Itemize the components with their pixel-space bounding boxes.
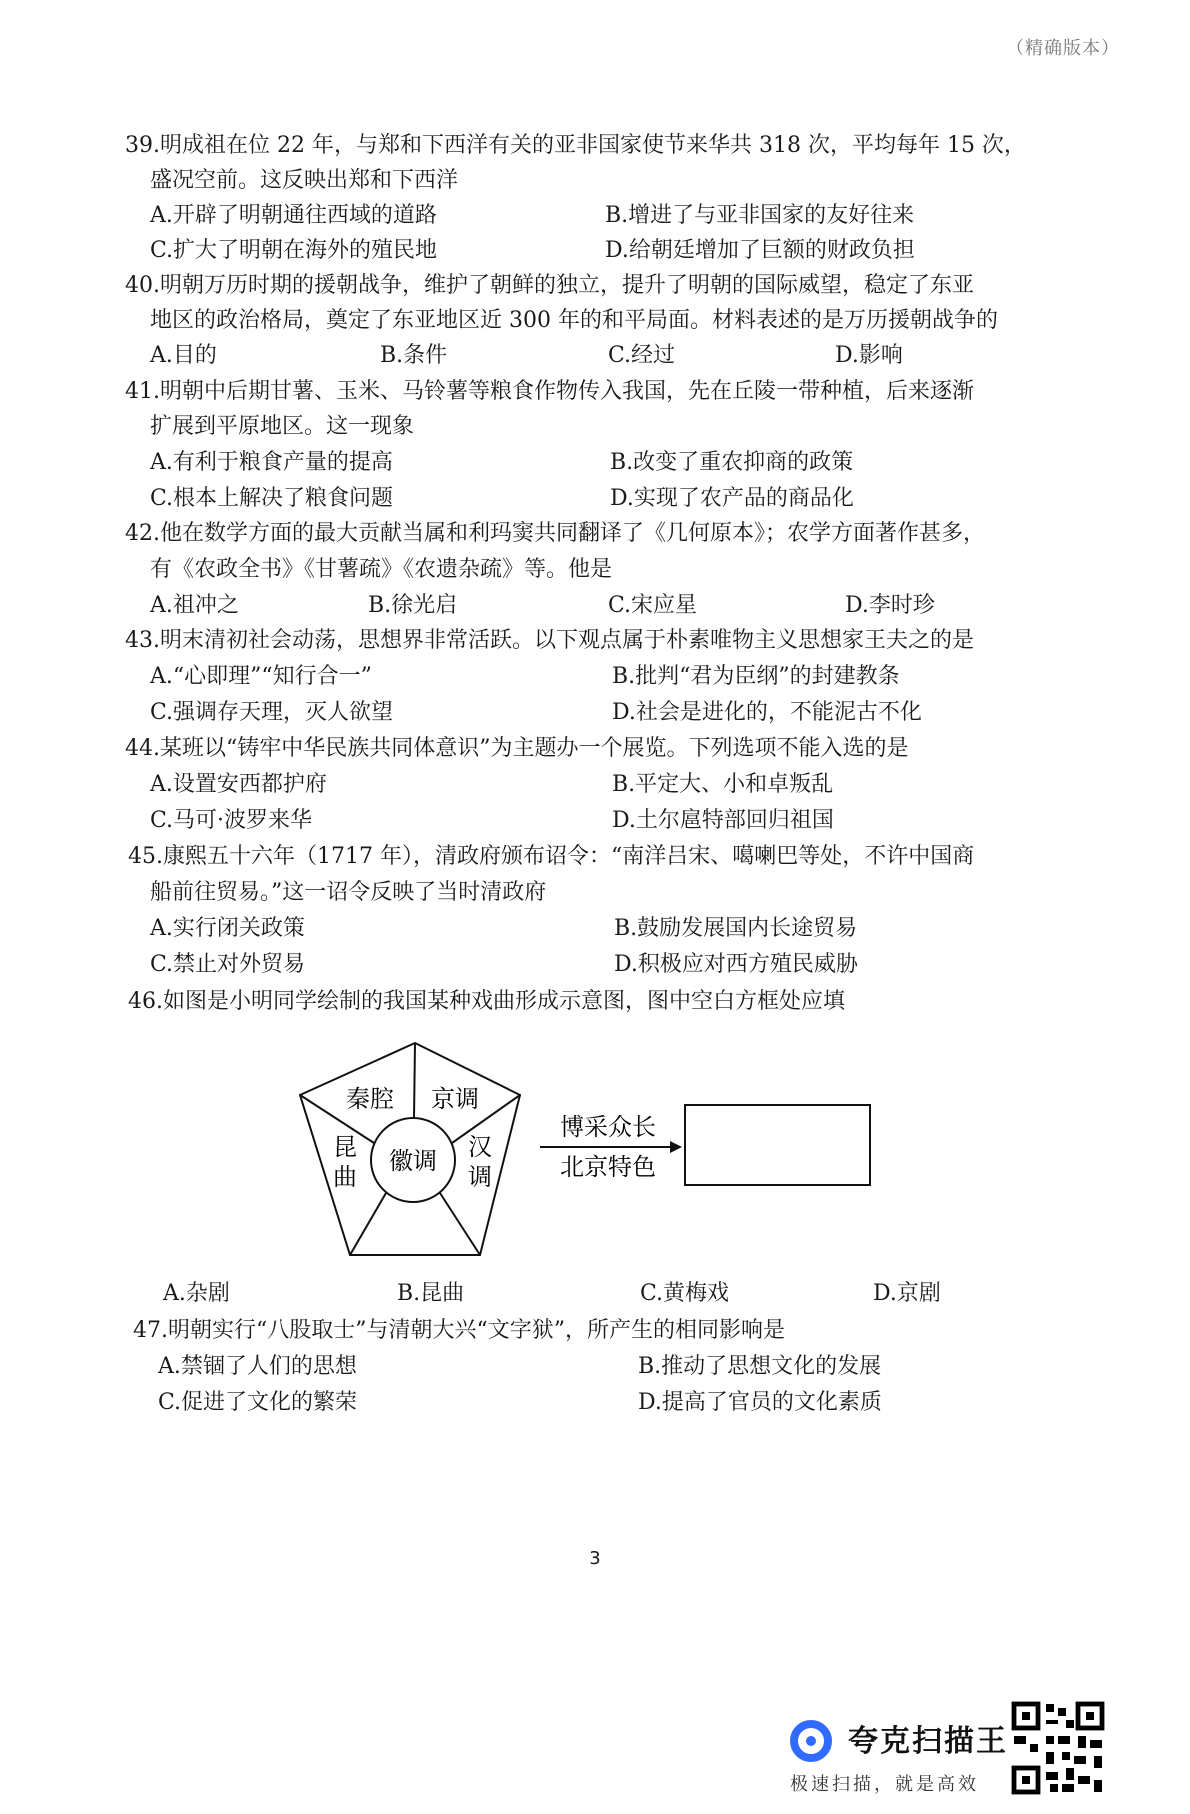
question-39-line-2: 盛况空前。这反映出郑和下西洋 (150, 168, 459, 193)
question-42-option-c: C.宋应星 (608, 593, 698, 618)
question-47-option-d: D.提高了官员的文化素质 (638, 1390, 882, 1415)
divider-top (414, 1043, 415, 1118)
header-corner-text: （精确版本） (1006, 38, 1120, 59)
label-handiao (468, 1133, 492, 1191)
question-44-option-c: C.马可·波罗来华 (150, 808, 313, 833)
qr-code-icon (1010, 1700, 1106, 1796)
question-45-option-a: A.实行闭关政策 (150, 916, 305, 941)
opera-formation-diagram (290, 1035, 930, 1274)
question-45-option-b: B.鼓励发展国内长途贸易 (614, 916, 858, 941)
question-39-option-c: C.扩大了明朝在海外的殖民地 (150, 238, 438, 263)
label-handiao-char: 调 (468, 1163, 492, 1191)
question-41-option-a: A.有利于粮食产量的提高 (150, 450, 393, 475)
label-qinqiang: 秦腔 (346, 1085, 394, 1113)
question-46-option-a: A.杂剧 (163, 1281, 230, 1306)
question-43-option-b: B.批判“君为臣纲”的封建教条 (612, 664, 900, 689)
question-41-option-d: D.实现了农产品的商品化 (610, 486, 854, 511)
label-kunqu-char: 昆 (333, 1133, 357, 1161)
scanner-logo-icon (790, 1720, 832, 1762)
question-44-line-1: 44.某班以“铸牢中华民族共同体意识”为主题办一个展览。下列选项不能入选的是 (125, 736, 909, 761)
question-40-line-2: 地区的政治格局，奠定了东亚地区近 300 年的和平局面。材料表述的是万历援朝战争的 (150, 308, 998, 333)
question-45-option-c: C.禁止对外贸易 (150, 952, 306, 977)
question-41-line-2: 扩展到平原地区。这一现象 (150, 414, 415, 439)
page-number: 3 (589, 1548, 601, 1569)
question-41-option-c: C.根本上解决了粮食问题 (150, 486, 394, 511)
label-jingdiao: 京调 (431, 1085, 479, 1113)
question-40-option-d: D.影响 (835, 343, 903, 368)
question-42-line-1: 42.他在数学方面的最大贡献当属和利玛窦共同翻译了《几何原本》；农学方面著作甚多， (125, 521, 985, 546)
question-47-option-b: B.推动了思想文化的发展 (638, 1354, 882, 1379)
question-40-option-a: A.目的 (150, 343, 217, 368)
question-39-option-d: D.给朝廷增加了巨额的财政负担 (605, 238, 915, 263)
blank-answer-box (685, 1105, 870, 1185)
question-40-option-c: C.经过 (608, 343, 676, 368)
scanner-watermark (780, 1700, 1110, 1800)
question-47-line-1: 47.明朝实行“八股取士”与清朝大兴“文字狱”，所产生的相同影响是 (133, 1318, 785, 1343)
label-handiao-char: 汉 (468, 1133, 492, 1161)
question-41-option-b: B.改变了重农抑商的政策 (610, 450, 854, 475)
question-41-line-1: 41.明朝中后期甘薯、玉米、马铃薯等粮食作物传入我国，先在丘陵一带种植，后来逐渐 (125, 379, 974, 404)
question-43-line-1: 43.明末清初社会动荡，思想界非常活跃。以下观点属于朴素唯物主义思想家王夫之的是 (125, 628, 974, 653)
scanner-brand-slogan: 极速扫描，就是高效 (790, 1774, 979, 1795)
arrow-label-top: 博采众长 (560, 1113, 656, 1141)
label-kunqu-char: 曲 (333, 1163, 357, 1191)
label-kunqu (333, 1133, 357, 1191)
divider-bottom-right (440, 1193, 480, 1255)
question-45-line-2: 船前往贸易。”这一诏令反映了当时清政府 (150, 880, 547, 905)
diagram-svg (290, 1035, 930, 1270)
question-44-option-d: D.土尔扈特部回归祖国 (612, 808, 834, 833)
question-44-option-a: A.设置安西都护府 (150, 772, 327, 797)
question-46-line-1: 46.如图是小明同学绘制的我国某种戏曲形成示意图，图中空白方框处应填 (128, 989, 845, 1014)
question-44-option-b: B.平定大、小和卓叛乱 (612, 772, 834, 797)
question-46-option-b: B.昆曲 (397, 1281, 465, 1306)
arrow-head (670, 1141, 682, 1153)
label-huidiao: 徽调 (389, 1147, 437, 1175)
question-42-option-a: A.祖冲之 (150, 593, 239, 618)
arrow-label-bottom: 北京特色 (560, 1153, 656, 1181)
question-40-option-b: B.条件 (380, 343, 448, 368)
question-43-option-d: D.社会是进化的，不能泥古不化 (612, 700, 922, 725)
question-47-option-a: A.禁锢了人们的思想 (158, 1354, 357, 1379)
question-42-option-b: B.徐光启 (368, 593, 458, 618)
question-39-line-1: 39.明成祖在位 22 年，与郑和下西洋有关的亚非国家使节来华共 318 次，平均每年 15 次， (125, 133, 1026, 158)
scanner-brand-name: 夸克扫描王 (848, 1724, 1008, 1759)
question-39-option-b: B.增进了与亚非国家的友好往来 (605, 203, 915, 228)
question-45-option-d: D.积极应对西方殖民威胁 (614, 952, 858, 977)
question-46-option-d: D.京剧 (873, 1281, 941, 1306)
question-47-option-c: C.促进了文化的繁荣 (158, 1390, 358, 1415)
question-42-option-d: D.李时珍 (845, 593, 935, 618)
question-43-option-a: A.“心即理”“知行合一” (150, 664, 372, 689)
question-43-option-c: C.强调存天理，灭人欲望 (150, 700, 394, 725)
question-40-line-1: 40.明朝万历时期的援朝战争，维护了朝鲜的独立，提升了明朝的国际威望，稳定了东亚 (125, 273, 974, 298)
question-42-line-2: 有《农政全书》《甘薯疏》《农遗杂疏》等。他是 (150, 557, 613, 582)
question-46-option-c: C.黄梅戏 (640, 1281, 730, 1306)
question-45-line-1: 45.康熙五十六年（1717 年），清政府颁布诏令：“南洋吕宋、噶喇巴等处，不许中国商 (128, 844, 975, 869)
question-39-option-a: A.开辟了明朝通往西域的道路 (150, 203, 437, 228)
divider-bottom-left (350, 1193, 386, 1255)
